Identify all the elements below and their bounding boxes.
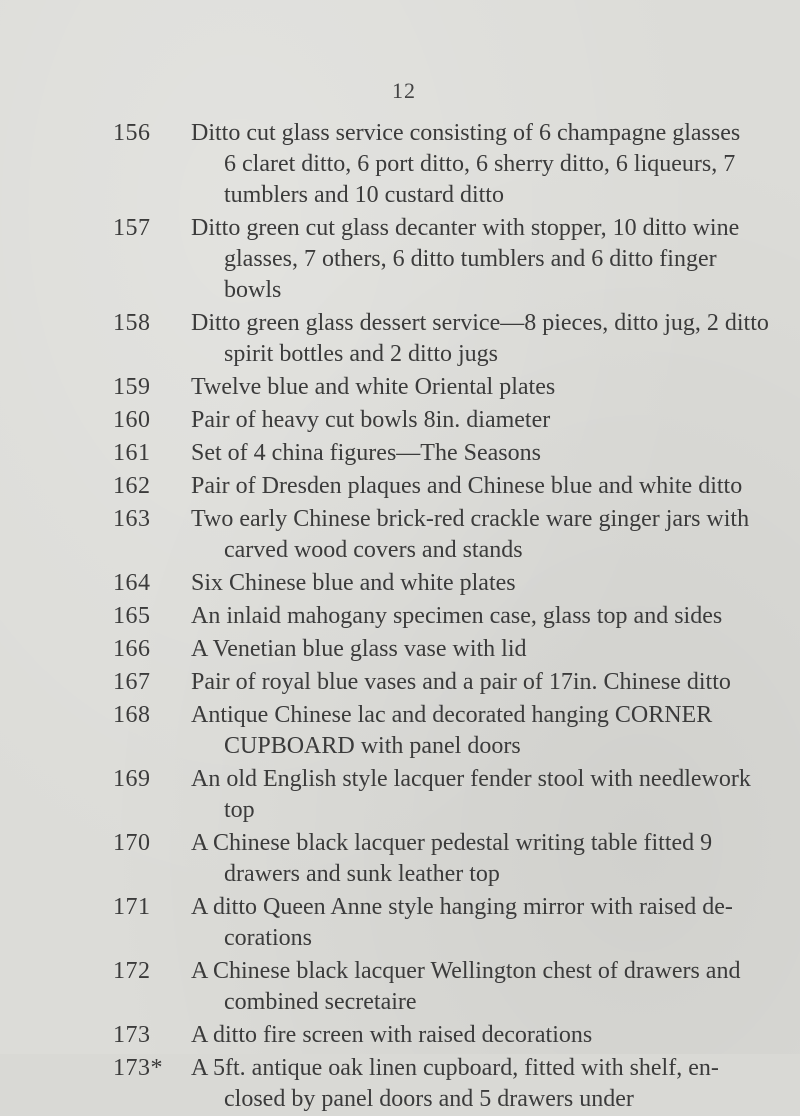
lot-description: A ditto fire screen with raised decorations [191,1022,593,1048]
lot-description-continued: closed by panel doors and 5 drawers under [224,1086,634,1112]
page-number: 12 [392,78,416,103]
lot-description-continued: corations [224,925,312,951]
lot-number: 173 [113,1022,151,1048]
lot-number: 171 [113,894,151,920]
lot-number: 163 [113,506,151,532]
lot-number: 158 [113,310,151,336]
lot-description: Set of 4 china figures—The Seasons [191,440,541,466]
lot-description: An old English style lacquer fender stool with needlework [191,766,751,792]
lot-number: 165 [113,603,151,629]
lot-description: Ditto cut glass service consisting of 6 champagne glasses [191,120,741,146]
lot-number: 170 [113,830,151,856]
lot-number: 164 [113,570,151,596]
lot-description-continued: CUPBOARD with panel doors [224,733,521,759]
lot-description-continued: carved wood covers and stands [224,537,523,563]
lot-description-continued: bowls [224,277,282,303]
lot-number: 160 [113,407,151,433]
lot-description-continued: glasses, 7 others, 6 ditto tumblers and 6 ditto finger [224,246,717,272]
lot-description: Pair of Dresden plaques and Chinese blue and white ditto [191,473,743,499]
lot-number: 157 [113,215,151,241]
lot-description: Antique Chinese lac and decorated hanging CORNER [191,702,713,728]
lot-description: Ditto green cut glass decanter with stopper, 10 ditto wine [191,215,740,241]
lot-description: A ditto Queen Anne style hanging mirror with raised de- [191,894,733,920]
lot-description-continued: spirit bottles and 2 ditto jugs [224,341,498,367]
lot-description: An inlaid mahogany specimen case, glass top and sides [191,603,723,629]
lot-number: 172 [113,958,151,984]
lot-description-continued: tumblers and 10 custard ditto [224,182,504,208]
lot-description: Pair of royal blue vases and a pair of 17in. Chinese ditto [191,669,731,695]
lot-description-continued: top [224,797,255,823]
lot-description: Two early Chinese brick-red crackle ware ginger jars with [191,506,750,532]
lot-description-continued: combined secretaire [224,989,417,1015]
lot-number: 168 [113,702,151,728]
lot-number: 166 [113,636,151,662]
lot-number: 159 [113,374,151,400]
lot-number: 167 [113,669,151,695]
lot-description: Twelve blue and white Oriental plates [191,374,556,400]
lot-number: 161 [113,440,151,466]
lot-number: 173* [113,1055,163,1081]
lot-description: A Venetian blue glass vase with lid [191,636,527,662]
lot-number: 156 [113,120,151,146]
lot-description: Six Chinese blue and white plates [191,570,516,596]
lot-number: 162 [113,473,151,499]
lot-description: A Chinese black lacquer Wellington chest of drawers and [191,958,741,984]
lot-description: A 5ft. antique oak linen cupboard, fitted with shelf, en- [191,1055,719,1081]
lot-description-continued: drawers and sunk leather top [224,861,500,887]
lot-description: Ditto green glass dessert service—8 pieces, ditto jug, 2 ditto [191,310,769,336]
lot-number: 169 [113,766,151,792]
lot-description: Pair of heavy cut bowls 8in. diameter [191,407,551,433]
lot-description: A Chinese black lacquer pedestal writing table fitted 9 [191,830,713,856]
lot-description-continued: 6 claret ditto, 6 port ditto, 6 sherry ditto, 6 liqueurs, 7 [224,151,736,177]
